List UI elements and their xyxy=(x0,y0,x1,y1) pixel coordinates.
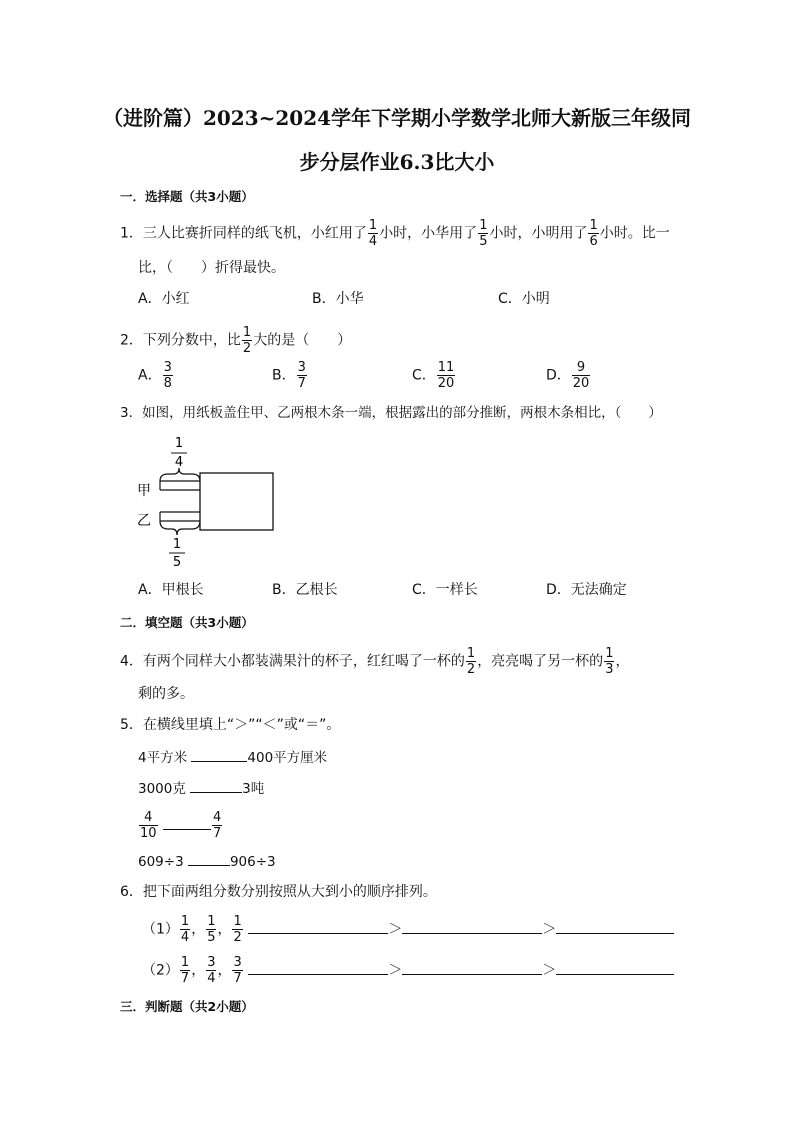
q3-fig-top-den: 4 xyxy=(174,455,184,470)
q1-text-part3: 小时，小明用了 xyxy=(489,225,588,242)
q2-d-den: 20 xyxy=(572,376,590,391)
q5-row-3 xyxy=(138,810,223,841)
q3-bottom-brace xyxy=(160,521,200,535)
q6-group-1 xyxy=(142,914,674,945)
q6-g2-f1-den: 7 xyxy=(180,971,190,986)
q3-option-b[interactable]: B．乙根长 xyxy=(272,582,338,598)
q6-g2-f3-num: 3 xyxy=(233,955,242,970)
q1-f1-num: 1 xyxy=(368,218,378,233)
q2-c-num: 11 xyxy=(437,360,455,375)
q6-g2-sep-2: ， xyxy=(217,962,232,979)
q6-g2-fraction-2 xyxy=(206,955,216,986)
q6-g2-blank-3[interactable] xyxy=(556,960,674,975)
q6-g1-f1-num: 1 xyxy=(180,914,190,929)
q2-option-d-fraction xyxy=(572,360,591,391)
q2-option-d-label: D． xyxy=(546,367,571,384)
q3-fig-top-num: 1 xyxy=(174,436,184,451)
q6-g1-sep-1: ， xyxy=(191,921,206,938)
q5-r3-left-den: 10 xyxy=(140,826,157,841)
q5-r2-right: 3吨 xyxy=(242,781,265,797)
q5-r3-blank[interactable] xyxy=(163,815,211,830)
q4-fraction-1 xyxy=(466,646,476,677)
q5-r4-blank[interactable] xyxy=(188,851,230,866)
q2-option-c-label: C． xyxy=(412,367,436,384)
q5-r4-right: 906÷3 xyxy=(229,854,276,870)
page-title-line2: 步分层作业6.3比大小 xyxy=(299,150,495,174)
q4-f2-den: 3 xyxy=(605,662,614,677)
q1-option-b[interactable]: B．小华 xyxy=(312,291,364,307)
q5-r3-right-num: 4 xyxy=(213,810,222,825)
q3-option-c[interactable]: C．一样长 xyxy=(412,582,478,598)
q6-g1-f3-den: 2 xyxy=(233,930,242,945)
q3-fig-bottom-num: 1 xyxy=(172,537,182,552)
q4-text-part2: ，亮亮喝了另一杯的 xyxy=(477,653,604,670)
q6-g1-f3-num: 1 xyxy=(233,914,242,929)
q2-option-a[interactable] xyxy=(138,360,174,391)
q2-c-den: 20 xyxy=(437,376,455,391)
q4-text-part3: ， xyxy=(615,653,630,670)
q1-fraction-3 xyxy=(588,218,598,249)
q2-option-d[interactable] xyxy=(546,360,591,391)
q1-f2-den: 5 xyxy=(479,234,488,249)
q2-option-a-fraction xyxy=(163,360,173,391)
q5-r1-blank[interactable] xyxy=(191,747,247,762)
q3-option-a[interactable]: A．甲根长 xyxy=(138,582,204,598)
q4-f1-num: 1 xyxy=(466,646,476,661)
q3-cardboard xyxy=(200,473,273,530)
q5-r3-left-num: 4 xyxy=(139,810,158,826)
q6-g1-f2-den: 5 xyxy=(207,930,216,945)
q2-option-a-label: A． xyxy=(138,367,162,384)
q4-f1-den: 2 xyxy=(466,662,476,677)
q1-text-part1: 1．三人比赛折同样的纸飞机，小红用了 xyxy=(120,225,367,242)
q1-option-a[interactable]: A．小红 xyxy=(138,291,190,307)
q2-option-b-fraction xyxy=(297,360,307,391)
q6-group-2 xyxy=(142,955,674,986)
q3-option-d[interactable]: D．无法确定 xyxy=(546,582,627,598)
q6-g2-f3-den: 7 xyxy=(233,971,242,986)
q6-g2-fraction-1 xyxy=(180,955,190,986)
q6-g2-gt-1: ＞ xyxy=(388,962,403,979)
page-title-line1: （进阶篇）2023~2024学年下学期小学数学北师大新版三年级同 xyxy=(102,106,692,130)
section-heading-judge: 三．判断题（共2小题） xyxy=(120,999,254,1014)
q6-g2-f1-num: 1 xyxy=(180,955,190,970)
q2-a-num: 3 xyxy=(163,360,172,375)
q6-g2-label: （2） xyxy=(142,962,179,979)
q2-f-den: 2 xyxy=(242,341,252,356)
q6-g1-blank-2[interactable] xyxy=(402,919,542,934)
q1-f1-den: 4 xyxy=(368,234,378,249)
q6-g2-f2-num: 3 xyxy=(207,955,216,970)
q2-option-c-fraction xyxy=(437,360,456,391)
q5-r1-left: 4平方米 xyxy=(138,750,188,766)
q6-g1-gt-1: ＞ xyxy=(388,921,403,938)
q1-fraction-1 xyxy=(368,218,378,249)
question-6-line: 6．把下面两组分数分别按照从大到小的顺序排列。 xyxy=(120,884,437,900)
q2-text-part1: 2．下列分数中，比 xyxy=(120,332,241,349)
q2-d-num: 9 xyxy=(572,360,591,376)
q1-f2-num: 1 xyxy=(479,218,488,233)
q6-g1-blank-3[interactable] xyxy=(556,919,674,934)
section-heading-fill: 二．填空题（共3小题） xyxy=(120,615,254,630)
q1-fraction-2 xyxy=(478,218,488,249)
q5-r2-left: 3000克 xyxy=(138,781,186,797)
q5-r3-right-fraction xyxy=(212,810,222,841)
q1-option-c[interactable]: C．小明 xyxy=(498,291,550,307)
q3-fig-bottom-den: 5 xyxy=(172,555,182,570)
q6-g2-sep-1: ， xyxy=(191,962,206,979)
q2-b-num: 3 xyxy=(297,360,306,375)
q6-g1-fraction-2 xyxy=(206,914,216,945)
q6-g2-gt-2: ＞ xyxy=(542,962,557,979)
q4-fraction-2 xyxy=(604,646,614,677)
q6-g1-gt-2: ＞ xyxy=(542,921,557,938)
q6-g1-fraction-3 xyxy=(232,914,242,945)
q2-a-den: 8 xyxy=(163,376,172,391)
q4-f2-num: 1 xyxy=(605,646,614,661)
q1-f3-num: 1 xyxy=(589,218,598,233)
q1-f3-den: 6 xyxy=(589,234,598,249)
q6-g2-f2-den: 4 xyxy=(207,971,216,986)
q6-g2-fraction-3 xyxy=(232,955,242,986)
q2-text-part2: 大的是（ ） xyxy=(253,332,352,349)
q4-text-part1: 4．有两个同样大小都装满果汁的杯子，红红喝了一杯的 xyxy=(120,653,465,670)
q3-figure xyxy=(130,432,290,572)
q1-text-part4: 小时。比一 xyxy=(599,225,670,242)
question-4-line2: 剩的多。 xyxy=(138,686,194,702)
q5-r2-blank[interactable] xyxy=(190,778,242,793)
q5-row-4 xyxy=(138,851,276,872)
q5-row-2 xyxy=(138,778,264,799)
q6-g1-f1-den: 4 xyxy=(180,930,190,945)
question-3-line: 3．如图，用纸板盖住甲、乙两根木条一端，根据露出的部分推断，两根木条相比，（ ） xyxy=(120,405,662,421)
q6-g1-f2-num: 1 xyxy=(207,914,216,929)
q5-r1-right: 400平方厘米 xyxy=(247,750,328,766)
section-heading-choice: 一．选择题（共3小题） xyxy=(120,189,254,204)
q3-label-yi: 乙 xyxy=(137,513,151,529)
q2-option-c[interactable] xyxy=(412,360,456,391)
q6-g1-blank-1[interactable] xyxy=(248,919,388,934)
q2-f-num: 1 xyxy=(242,325,252,340)
question-1-line1 xyxy=(120,218,670,249)
q1-text-part2: 小时，小华用了 xyxy=(379,225,478,242)
q5-row-1 xyxy=(138,747,327,768)
q2-option-b-label: B． xyxy=(272,367,296,384)
q2-fraction xyxy=(242,325,252,356)
q6-g1-label: （1） xyxy=(142,921,179,938)
q5-r3-right-den: 7 xyxy=(213,826,222,841)
q6-g1-sep-2: ， xyxy=(217,921,232,938)
question-4-line1 xyxy=(120,646,629,677)
q6-g2-blank-2[interactable] xyxy=(402,960,542,975)
q2-b-den: 7 xyxy=(297,376,306,391)
question-1-line2: 比，（ ）折得最快。 xyxy=(138,260,285,276)
q2-option-b[interactable] xyxy=(272,360,308,391)
q6-g1-fraction-1 xyxy=(180,914,190,945)
q3-label-jia: 甲 xyxy=(137,483,151,499)
question-5-line: 5．在横线里填上“＞”“＜”或“＝”。 xyxy=(120,717,341,733)
question-2-line xyxy=(120,325,351,356)
q5-r3-left-fraction xyxy=(139,810,158,841)
q6-g2-blank-1[interactable] xyxy=(248,960,388,975)
q5-r4-left: 609÷3 xyxy=(138,854,184,870)
